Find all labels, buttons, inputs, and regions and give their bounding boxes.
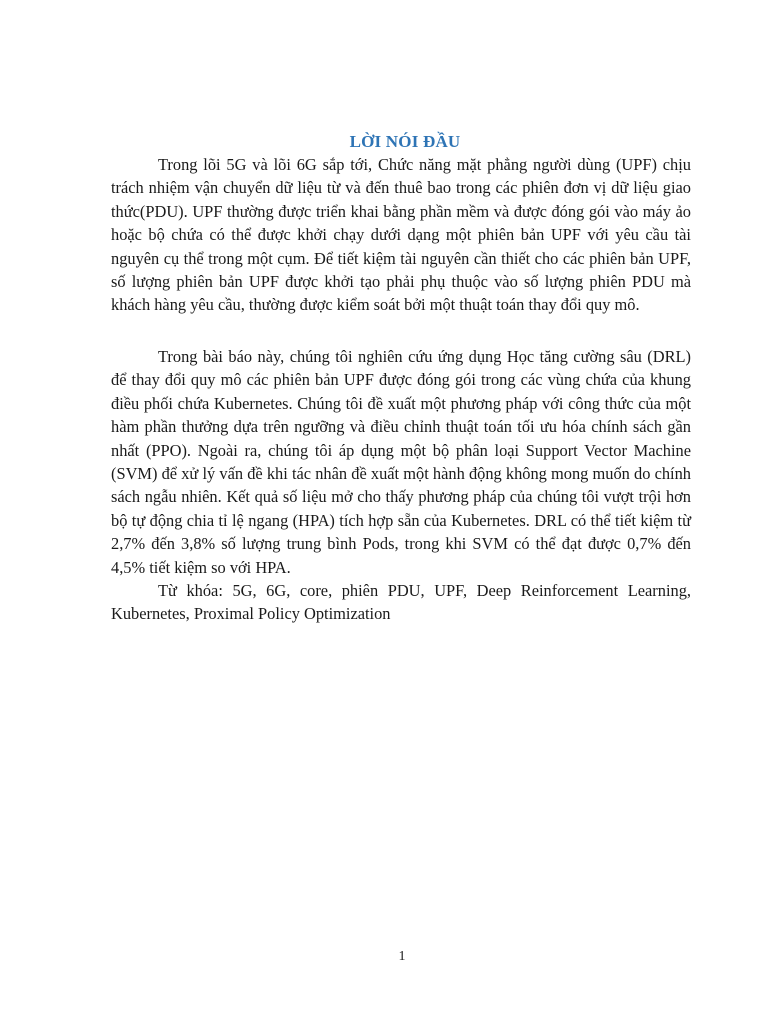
page-number: 1 xyxy=(398,949,406,964)
page-title: LỜI NÓI ĐẦU xyxy=(349,132,461,151)
keywords-paragraph: Từ khóa: 5G, 6G, core, phiên PDU, UPF, Deep Reinforcement Learning, Kubernetes, Proximal Policy Optimization xyxy=(111,581,691,624)
paragraph-method: Trong bài báo này, chúng tôi nghiên cứu ứng dụng Học tăng cường sâu (DRL) để thay đổi quy mô các phiên bản UPF được đóng gói trong các vùng chứa của khung điều phối chứa Kubernetes. Chúng tôi đề xuất một phương pháp với công thức của một hàm phần thưởng dựa trên ngưỡng và điều chỉnh thuật toán tối ưu hóa chính sách gần nhất (PPO). Ngoài ra, chúng tôi áp dụng một bộ phân loại Support Vector Machine (SVM) để xử lý vấn đề khi tác nhân đề xuất một hành động không mong muốn do chính sách ngẫu nhiên. Kết quả số liệu mở cho thấy phương pháp của chúng tôi vượt trội hơn bộ tự động chia tỉ lệ ngang (HPA) tích hợp sẵn của Kubernetes. DRL có thể tiết kiệm từ 2,7% đến 3,8% số lượng trung bình Pods, trong khi SVM có thể đạt được 0,7% đến 4,5% tiết kiệm so với HPA. xyxy=(111,347,691,577)
paragraph-intro: Trong lõi 5G và lõi 6G sắp tới, Chức năng mặt phẳng người dùng (UPF) chịu trách nhiệm vận chuyển dữ liệu từ và đến thuê bao trong các phiên đơn vị dữ liệu giao thức(PDU). UPF thường được triển khai bằng phần mềm và được đóng gói vào máy ảo hoặc bộ chứa có thể được khởi chạy dưới dạng một phiên bản UPF với yêu cầu tài nguyên cụ thể trong một cụm. Để tiết kiệm tài nguyên cần thiết cho các phiên bản UPF, số lượng phiên bản UPF được khởi tạo phải phụ thuộc vào số lượng phiên PDU mà khách hàng yêu cầu, thường được kiểm soát bởi một thuật toán thay đổi quy mô. xyxy=(111,155,691,315)
